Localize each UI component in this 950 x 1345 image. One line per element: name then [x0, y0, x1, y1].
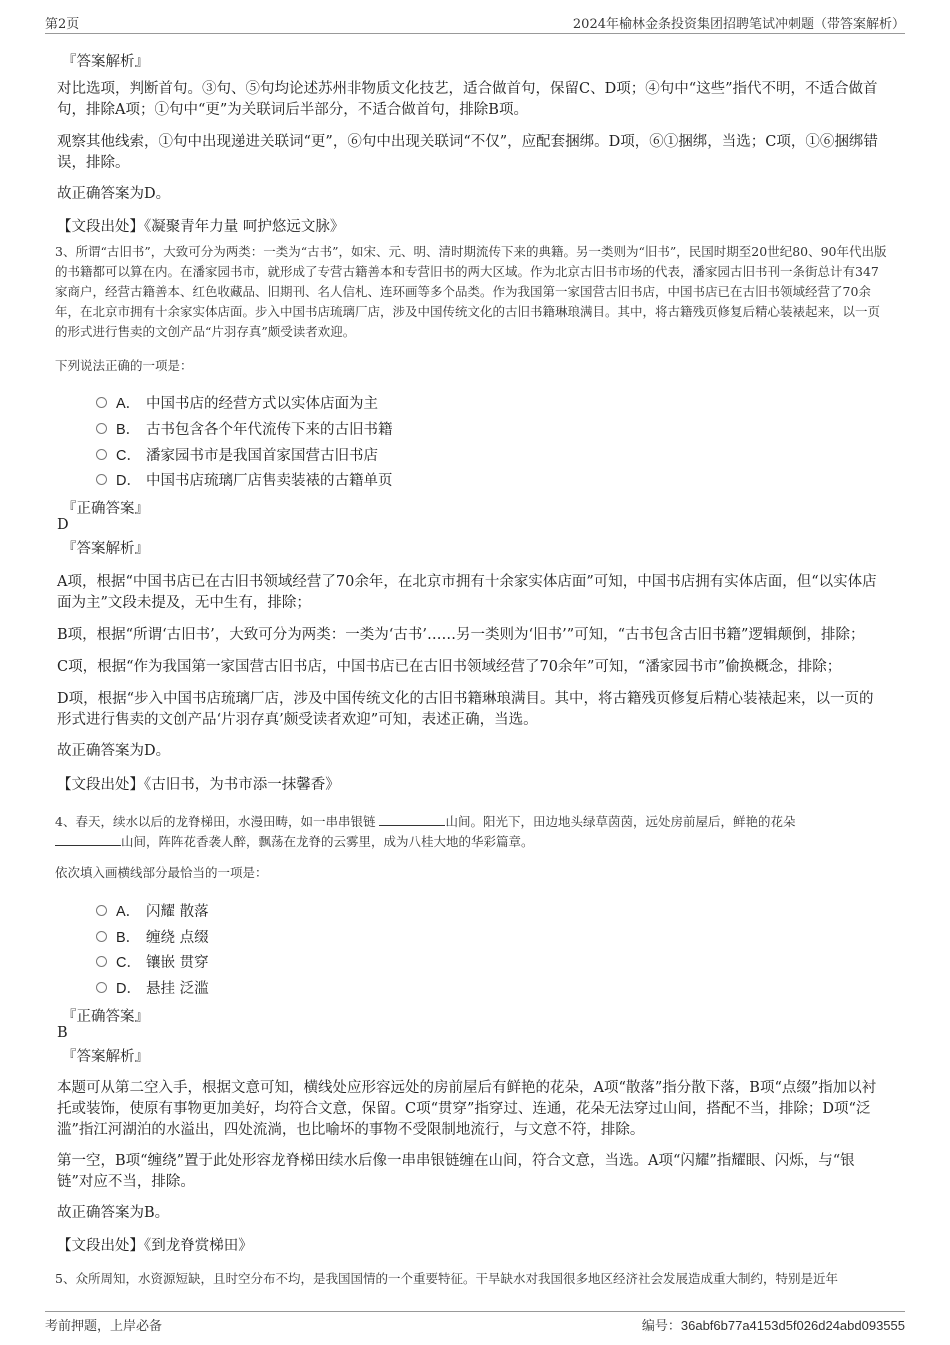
radio-button[interactable]: [96, 905, 107, 916]
radio-button[interactable]: [96, 931, 107, 942]
q3-analysis-label: 『答案解析』: [62, 541, 149, 557]
q2-analysis-paragraph: 观察其他线索，①句中出现递进关联词“更”，⑥句中出现关联词“不仅”，应配套捆绑。D项，⑥①捆绑，当选；C项，①⑥捆绑错误，排除。: [57, 134, 878, 171]
q3-analysis-a: A项，根据“中国书店已在古旧书领域经营了70余年，在北京市拥有十余家实体店面”可知，中国书店拥有实体店面，但“以实体店面为主”文段未提及，无中生有，排除；: [57, 574, 877, 611]
q4-option-a[interactable]: A． 闪耀 散落: [96, 900, 209, 921]
radio-button[interactable]: [96, 423, 107, 434]
q4-prompt: 依次填入画横线部分最恰当的一项是：: [55, 865, 268, 880]
q4-analysis-paragraph: 第一空，B项“缠绕”置于此处形容龙脊梯田续水后像一串串银链缠在山间，符合文意，当选。A项“闪耀”指耀眼、闪烁，与“银链”对应不当，排除。: [57, 1153, 855, 1190]
document-title: 2024年榆林金条投资集团招聘笔试冲刺题（带答案解析）: [572, 17, 905, 32]
q3-answer-label: 『正确答案』: [62, 501, 149, 517]
q3-option-d[interactable]: D． 中国书店琉璃厂店售卖装裱的古籍单页: [96, 469, 393, 490]
q4-analysis-label: 『答案解析』: [62, 1049, 149, 1065]
q3-option-b[interactable]: B． 古书包含各个年代流传下来的古旧书籍: [96, 418, 393, 439]
page-header: [45, 11, 905, 34]
q2-source: 【文段出处】《凝聚青年力量 呵护悠远文脉》: [57, 219, 345, 235]
q4-answer: B: [57, 1025, 68, 1041]
document-code: 编号：36abf6b77a4153d5f026d24abd093555: [641, 1318, 905, 1334]
q3-conclusion: 故正确答案为D。: [57, 743, 171, 759]
q3-answer: D: [57, 517, 69, 533]
radio-button[interactable]: [96, 474, 107, 485]
radio-button[interactable]: [96, 982, 107, 993]
q3-stem: 3、所谓“古旧书”，大致可分为两类：一类为“古书”，如宋、元、明、清时期流传下来的典籍。另一类则为“旧书”，民国时期至20世纪80、90年代出版的书籍都可以算在内。在潘家园书市，就形成了专营古籍善本和专营旧书的两大区域。作为北京古旧书市场的代表，潘家园古旧书刊一条街总计有347家商户，经营古籍善本、红色收藏品、旧期刊、名人信札、连环画等多个品类。作为我国第一家国营古旧书店，中国书店已在古旧书领域经营了70余年，在北京市拥有十余家实体店面。步入中国书店琉璃厂店，涉及中国传统文化的古旧书籍琳琅满目。其中，将古籍残页修复后精心装裱起来，以一页的形式进行售卖的文创产品“片羽存真”颇受读者欢迎。: [55, 244, 887, 339]
radio-button[interactable]: [96, 397, 107, 408]
footer-slogan: 考前押题，上岸必备: [45, 1319, 163, 1334]
fill-blank-1: [379, 813, 445, 826]
q3-analysis-b: B项，根据“所谓‘古旧书’，大致可分为两类：一类为‘古书’……另一类则为‘旧书’”可知，“古书包含古旧书籍”逻辑颠倒，排除；: [57, 627, 865, 643]
q2-conclusion: 故正确答案为D。: [57, 186, 171, 202]
radio-button[interactable]: [96, 449, 107, 460]
page-number: 第2页: [45, 17, 80, 32]
q4-source: 【文段出处】《到龙脊赏梯田》: [57, 1238, 253, 1254]
q3-analysis-c: C项，根据“作为我国第一家国营古旧书店，中国书店已在古旧书领域经营了70余年”可知，“潘家园书市”偷换概念，排除；: [57, 659, 842, 675]
q5-stem: 5、众所周知，水资源短缺，且时空分布不均，是我国国情的一个重要特征。干旱缺水对我国很多地区经济社会发展造成重大制约，特别是近年: [55, 1271, 838, 1286]
q3-source: 【文段出处】《古旧书，为书市添一抹馨香》: [57, 777, 340, 793]
radio-button[interactable]: [96, 956, 107, 967]
q4-answer-label: 『正确答案』: [62, 1009, 149, 1025]
q4-stem: 4、春天，续水以后的龙脊梯田，水漫田畴，如一串串银链 山间。阳光下，田边地头绿草茵茵，远处房前屋后，鲜艳的花朵 山间，阵阵花香袭人醉，飘荡在龙脊的云雾里，成为八桂大地的华彩篇章。: [55, 814, 796, 849]
q3-option-c[interactable]: C． 潘家园书市是我国首家国营古旧书店: [96, 444, 378, 465]
q2-analysis-label: 『答案解析』: [62, 54, 149, 70]
page-footer: [45, 1311, 905, 1334]
q3-analysis-d: D项，根据“步入中国书店琉璃厂店，涉及中国传统文化的古旧书籍琳琅满目。其中，将古籍残页修复后精心装裱起来，以一页的形式进行售卖的文创产品‘片羽存真’颇受读者欢迎”可知，表述正确，当选。: [57, 691, 874, 728]
q4-analysis-paragraph: 本题可从第二空入手，根据文意可知，横线处应形容远处的房前屋后有鲜艳的花朵，A项“散落”指分散下落，B项“点缀”指加以衬托或装饰，使原有事物更加美好，均符合文意，保留。C项“贯穿”指穿过、连通，花朵无法穿过山间，搭配不当，排除；D项“泛滥”指江河湖泊的水溢出，四处流淌，也比喻坏的事物不受限制地流行，与文意不符，排除。: [57, 1080, 877, 1138]
fill-blank-2: [55, 833, 121, 846]
q4-option-d[interactable]: D． 悬挂 泛滥: [96, 977, 209, 998]
q4-option-b[interactable]: B． 缠绕 点缀: [96, 926, 209, 947]
q4-option-c[interactable]: C． 镶嵌 贯穿: [96, 951, 209, 972]
q3-prompt: 下列说法正确的一项是：: [55, 358, 193, 373]
q2-analysis-paragraph: 对比选项，判断首句。③句、⑤句均论述苏州非物质文化技艺，适合做首句，保留C、D项；④句中“这些”指代不明，不适合做首句，排除A项；①句中“更”为关联词后半部分，不适合做首句，排除B项。: [57, 81, 878, 118]
q3-option-a[interactable]: A． 中国书店的经营方式以实体店面为主: [96, 392, 378, 413]
q4-conclusion: 故正确答案为B。: [57, 1205, 170, 1221]
